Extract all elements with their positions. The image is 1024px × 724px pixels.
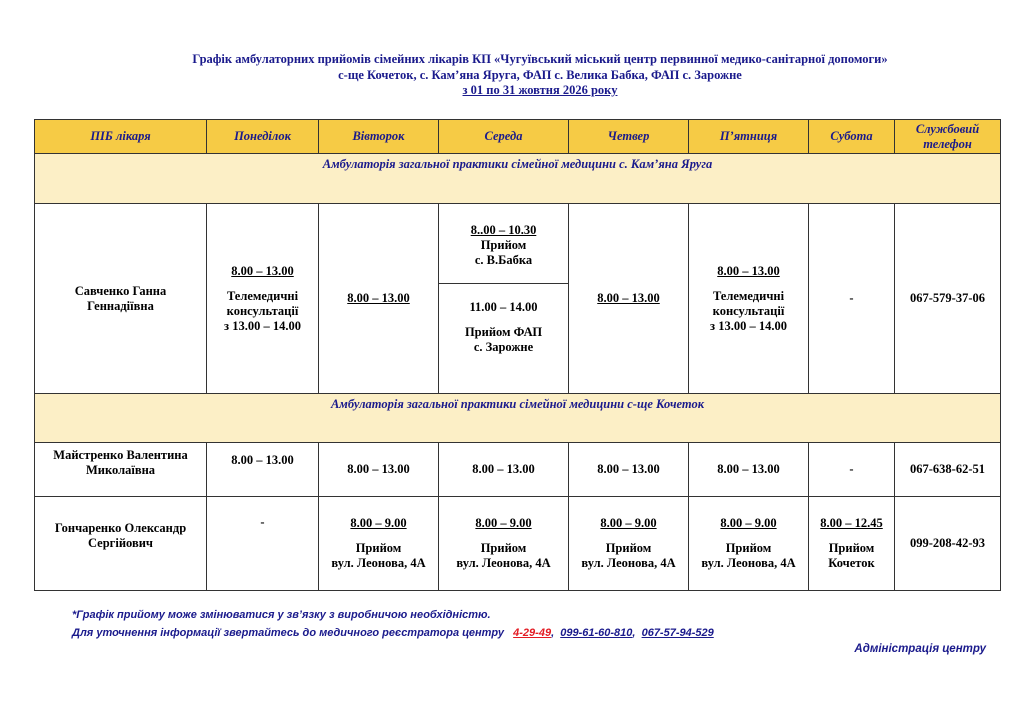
phone-cell: 099-208-42-93	[895, 497, 1001, 591]
friday-cell	[689, 497, 809, 591]
thursday-visit-1: Прийом	[605, 541, 652, 555]
monday-cell	[207, 204, 319, 394]
friday-note-2: консультації	[712, 303, 785, 318]
title-line-2: с-ще Кочеток, с. Кам’яна Яруга, ФАП с. Велика Бабка, ФАП с. Зарожне	[338, 67, 742, 82]
table-row	[35, 497, 1001, 591]
header-phone-line-2: телефон	[923, 136, 972, 151]
doctor-name	[35, 443, 207, 497]
wednesday-slot-b-line-1: Прийом ФАП	[464, 325, 543, 339]
tuesday-cell: 8.00 – 13.00	[319, 204, 439, 394]
header-tuesday: Вівторок	[319, 120, 439, 154]
monday-time: 8.00 – 13.00	[231, 263, 294, 278]
section-kochetok: Амбулаторія загальної практики сімейної медицини с-ще Кочеток	[35, 394, 1001, 443]
friday-cell: 8.00 – 13.00	[689, 443, 809, 497]
header-phone	[895, 120, 1001, 154]
wednesday-slot-a-time: 8..00 – 10.30	[470, 223, 537, 237]
doctor-name-line-1: Майстренко Валентина	[53, 448, 188, 462]
registry-phone-2[interactable]: 099-61-60-810	[560, 627, 633, 639]
table-row	[35, 204, 1001, 394]
thursday-visit-2: вул. Леонова, 4А	[581, 556, 676, 570]
friday-time: 8.00 – 13.00	[717, 263, 780, 278]
registry-phone-3[interactable]: 067-57-94-529	[641, 627, 714, 639]
friday-visit-1: Прийом	[725, 541, 772, 555]
thursday-cell	[569, 497, 689, 591]
schedule-table	[34, 119, 1001, 591]
wednesday-cell	[439, 497, 569, 591]
saturday-cell: -	[809, 443, 895, 497]
header-row	[35, 120, 1001, 154]
friday-time: 8.00 – 9.00	[720, 516, 777, 530]
wednesday-cell	[439, 204, 569, 394]
header-friday: П’ятниця	[689, 120, 809, 154]
thursday-cell: 8.00 – 13.00	[569, 443, 689, 497]
phone-cell: 067-638-62-51	[895, 443, 1001, 497]
schedule-change-note: *Графік прийому може змінюватися у зв’язку з виробничою необхідністю.	[72, 609, 491, 621]
wednesday-cell: 8.00 – 13.00	[439, 443, 569, 497]
wednesday-slot-b-line-2: с. Зарожне	[473, 340, 534, 354]
registry-phone-1[interactable]: 4-29-49	[513, 627, 552, 639]
saturday-visit-2: Кочеток	[828, 556, 875, 570]
contact-note-text: Для уточнення інформації звертайтесь до медичного реєстратора центру	[72, 627, 504, 639]
header-doctor: ПІБ лікаря	[35, 120, 207, 154]
section-row-kochetok	[35, 394, 1001, 443]
wednesday-slot-vbabka	[439, 205, 568, 283]
header-phone-line-1: Службовий	[915, 121, 980, 136]
title-period: з 01 по 31 жовтня 2026 року	[462, 83, 618, 97]
wednesday-visit-1: Прийом	[480, 541, 527, 555]
wednesday-visit-2: вул. Леонова, 4А	[456, 556, 551, 570]
saturday-cell	[809, 497, 895, 591]
friday-visit-2: вул. Леонова, 4А	[701, 556, 796, 570]
thursday-cell: 8.00 – 13.00	[569, 204, 689, 394]
section-kamyana-yaruha: Амбулаторія загальної практики сімейної медицини с. Кам’яна Яруга	[35, 154, 1001, 204]
tuesday-cell	[319, 497, 439, 591]
saturday-time: 8.00 – 12.45	[820, 516, 883, 530]
monday-note-2: консультації	[226, 303, 299, 318]
thursday-time: 8.00 – 9.00	[600, 516, 657, 530]
wednesday-slot-a-line-2: с. В.Бабка	[474, 253, 533, 267]
doctor-name-line-2: Миколаївна	[85, 463, 156, 477]
tuesday-visit-1: Прийом	[355, 541, 402, 555]
tuesday-cell: 8.00 – 13.00	[319, 443, 439, 497]
saturday-cell: -	[809, 204, 895, 394]
monday-cell: -	[207, 497, 319, 591]
monday-note-1: Телемедичні	[226, 288, 299, 303]
header-monday: Понеділок	[207, 120, 319, 154]
monday-note-3: з 13.00 – 14.00	[224, 318, 301, 333]
table-row	[35, 443, 1001, 497]
header-saturday: Субота	[809, 120, 895, 154]
contact-note: Для уточнення інформації звертайтесь до медичного реєстратора центру 4-29-49, 099-61-60-810, 067-57-94-529	[72, 627, 714, 639]
wednesday-slot-zarozhne	[439, 284, 568, 392]
monday-cell: 8.00 – 13.00	[207, 443, 319, 497]
header-wednesday: Середа	[439, 120, 569, 154]
tuesday-time: 8.00 – 9.00	[350, 516, 407, 530]
document-title	[100, 52, 980, 99]
title-line-1: Графік амбулаторних прийомів сімейних лікарів КП «Чугуївський міський центр первинної медико-санітарної допомоги»	[192, 52, 888, 66]
doctor-name-line-1: Гончаренко Олександр	[54, 521, 187, 535]
saturday-visit-1: Прийом	[828, 541, 875, 555]
friday-note-3: з 13.00 – 14.00	[710, 318, 787, 333]
wednesday-time: 8.00 – 9.00	[475, 516, 532, 530]
friday-note-1: Телемедичні	[712, 288, 785, 303]
header-thursday: Четвер	[569, 120, 689, 154]
tuesday-visit-2: вул. Леонова, 4А	[331, 556, 426, 570]
administration-signature: Адміністрація центру	[854, 643, 986, 655]
doctor-name	[35, 497, 207, 591]
doctor-name	[35, 204, 207, 394]
doctor-name-line-2: Сергійович	[88, 536, 153, 550]
doctor-name-line-1: Савченко Ганна	[74, 283, 167, 298]
phone-cell: 067-579-37-06	[895, 204, 1001, 394]
doctor-name-line-2: Геннадіївна	[87, 298, 154, 313]
section-row-kamyana	[35, 154, 1001, 204]
wednesday-slot-b-time: 11.00 – 14.00	[469, 300, 538, 314]
friday-cell	[689, 204, 809, 394]
wednesday-slot-a-line-1: Прийом	[480, 238, 527, 252]
